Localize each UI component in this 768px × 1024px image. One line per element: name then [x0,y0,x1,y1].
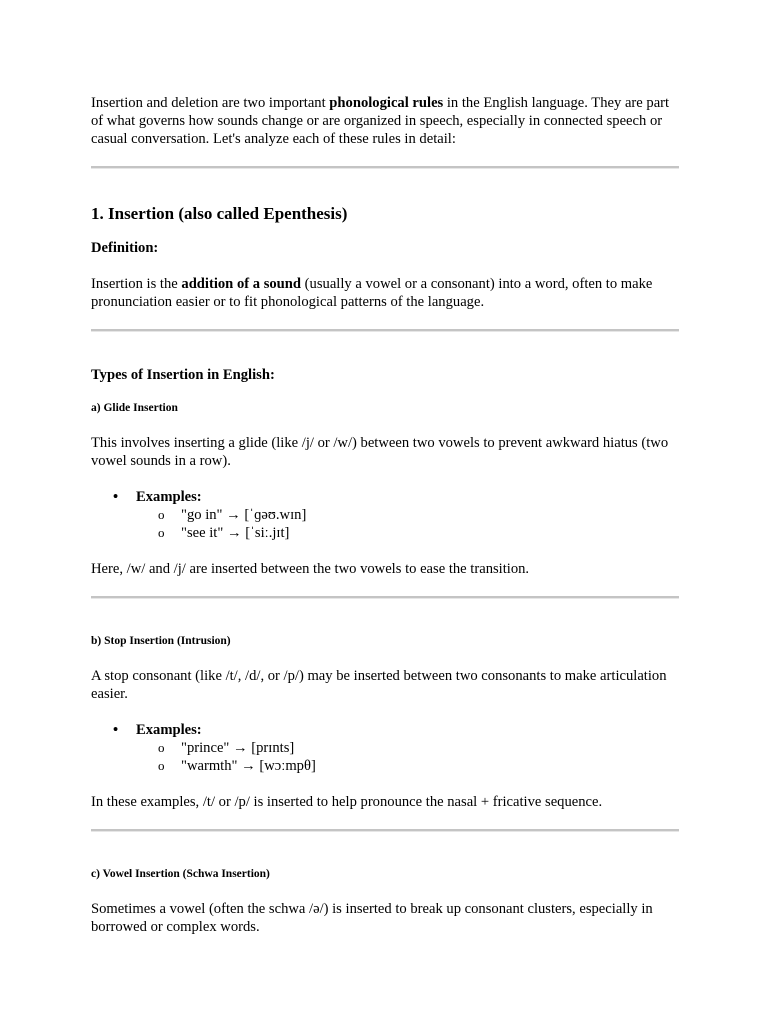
subheading-vowel-insertion: c) Vowel Insertion (Schwa Insertion) [91,868,270,880]
examples-label: Examples: [136,722,202,738]
section-divider [91,829,679,832]
example-text: "warmth" → [wɔːmpθ] [181,758,316,774]
vowel-description: Sometimes a vowel (often the schwa /ə/) is inserted to break up consonant clusters, especially in borrowed or complex words. [91,901,653,935]
circle-bullet-icon: o [158,525,165,540]
list-item [91,488,679,542]
stop-examples-list [91,721,679,775]
example-text: "go in" → [ˈɡəʊ.wɪn] [181,507,307,523]
list-item [136,506,679,524]
document-body [91,94,679,936]
glide-examples-sublist [136,506,679,542]
section-divider [91,596,679,599]
intro-paragraph [91,94,679,148]
circle-bullet-icon: o [158,740,165,755]
definition-bold-term: addition of a sound [181,276,302,292]
list-item [136,757,679,775]
glide-examples-list [91,488,679,542]
definition-label: Definition: [91,240,159,256]
subheading-glide-insertion: a) Glide Insertion [91,402,178,414]
list-item [136,524,679,542]
section-divider [91,166,679,169]
intro-bold-term: phonological rules [329,95,444,111]
stop-examples-sublist [136,739,679,775]
example-text: "see it" → [ˈsiː.jɪt] [181,525,290,541]
examples-label: Examples: [136,489,202,505]
section-heading-insertion: 1. Insertion (also called Epenthesis) [91,204,348,223]
definition-paragraph [91,275,679,311]
definition-text-end: (usually a vowel or a consonant) into a word, often to make pronunciation easier or to fit phonological patterns of the language. [91,276,653,310]
definition-text-start: Insertion is the [91,276,182,292]
example-text: "prince" → [prɪnts] [181,740,295,756]
bullet-icon: • [113,489,119,505]
glide-note: Here, /w/ and /j/ are inserted between the two vowels to ease the transition. [91,561,530,577]
types-heading: Types of Insertion in English: [91,367,275,383]
subheading-stop-insertion: b) Stop Insertion (Intrusion) [91,635,231,647]
circle-bullet-icon: o [158,758,165,773]
intro-text-start: Insertion and deletion are two important [91,95,330,111]
list-item [91,721,679,775]
bullet-icon: • [113,722,119,738]
glide-description: This involves inserting a glide (like /j/ or /w/) between two vowels to prevent awkward hiatus (two vowel sounds in a row). [91,435,669,469]
intro-text-end: in the English language. They are part of what governs how sounds change or are organized in speech, especially in connected speech or casual conversation. Let's analyze each of these rules in detail: [91,95,670,147]
stop-note: In these examples, /t/ or /p/ is inserted to help pronounce the nasal + fricative sequence. [91,794,603,810]
circle-bullet-icon: o [158,507,165,522]
stop-description: A stop consonant (like /t/, /d/, or /p/) may be inserted between two consonants to make articulation easier. [91,668,667,702]
list-item [136,739,679,757]
section-divider [91,329,679,332]
